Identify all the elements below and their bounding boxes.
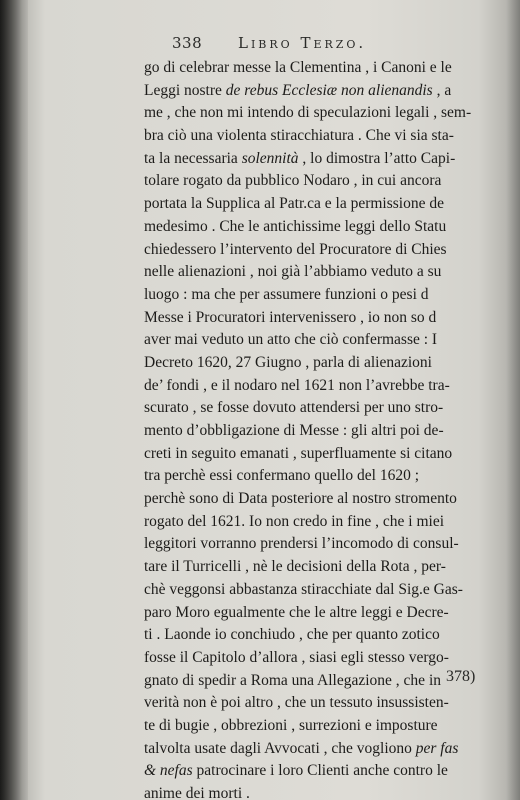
page-number: 338 [172,34,203,52]
italic-phrase: solennità [241,149,299,167]
text-line: aver mai veduto un atto che ciò confermasse : I [144,331,438,349]
page-header [0,34,520,56]
text-line: gnato di spedir a Roma una Allegazione , che in [144,671,441,689]
text-line: nelle alienazioni , noi già l’abbiamo veduto a su [144,263,442,281]
text-line: creti in seguito emanati , superfluamente si citano [144,444,453,462]
text-line: bra ciò una violenta stiracchiatura . Che vi sia sta- [144,127,454,145]
text-line: Leggi nostre de rebus Ecclesiæ non alienandis , a [144,81,452,99]
text-line: me , che non mi intendo di speculazioni legali , sem- [144,104,472,122]
text-line: portata la Supplica al Patr.ca e la permissione de [144,195,444,213]
text-line: Messe i Procuratori intervenissero , io non so d [144,308,437,326]
text-line: tra perchè essi confermano quello del 1620 ; [144,467,420,485]
page-edge-shade [506,0,520,800]
text-line: perchè sono di Data posteriore al nostro stromento [144,490,457,508]
text-line: tare il Turricelli , nè le decisioni della Rota , per- [144,558,446,576]
text-line: & nefas patrocinare i loro Clienti anche contro le [144,762,448,780]
binding-shadow [0,0,28,800]
text-line: verità non è poi altro , che un tessuto insussisten- [144,694,449,712]
running-head: Libro Terzo. [238,34,367,52]
text-line: medesimo . Che le antichissime leggi dello Statu [144,217,447,235]
text-line: Decreto 1620, 27 Giugno , parla di alienazioni [144,353,432,371]
text-line: luogo : ma che per assumere funzioni o pesi d [144,285,429,303]
text-line: paro Moro egualmente che le altre leggi e Decre- [144,603,449,621]
text-line: go di celebrar messe la Clementina , i Canoni e le [144,59,452,76]
italic-phrase: & nefas [144,762,193,780]
italic-phrase: per fas [415,739,459,757]
body-text [144,57,514,800]
text-line: mento d’obbligazione di Messe : gli altri poi de- [144,422,444,439]
text-line: rogato del 1621. Io non credo in fine , che i miei [144,512,445,530]
text-line: anime dei morti . [144,785,250,800]
catchword: 378) [446,668,476,685]
text-line: chiedessero l’intervento del Procuratore di Chies [144,240,447,258]
text-line: tolare rogato da pubblico Nodaro , in cui ancora [144,172,442,190]
text-line: talvolta usate dagli Avvocati , che vogliono per fas [144,739,459,757]
text-line: fosse il Capitolo d’allora , siasi egli stesso vergo- [144,648,449,666]
text-line: ta la necessaria solennità , lo dimostra l’atto Capi- [144,149,456,167]
text-line: leggitori vorranno prendersi l’incomodo di consul- [144,535,459,553]
italic-phrase: de rebus Ecclesiæ non alienandis [225,81,433,99]
text-line: chè veggonsi abbastanza stiracchiate dal Sig.e Gas- [144,580,463,598]
text-line: scurato , se fosse dovuto attendersi per uno stro- [144,399,444,417]
text-line: ti . Laonde io conchiudo , che per quanto zotico [144,626,440,644]
text-line: te di bugie , obbrezioni , surrezioni e imposture [144,716,438,734]
text-line: de’ fondi , e il nodaro nel 1621 non l’avrebbe tra- [144,376,450,394]
